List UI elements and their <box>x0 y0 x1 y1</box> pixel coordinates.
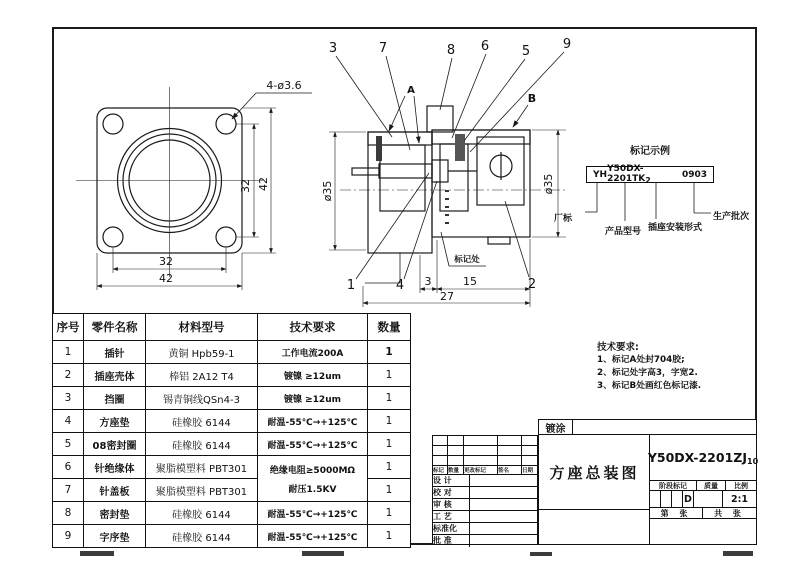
mass-value <box>694 491 723 507</box>
stage-cell <box>650 491 661 507</box>
role-row <box>433 523 537 535</box>
mass-label: 质量 <box>697 481 726 490</box>
grid-cell <box>448 436 464 446</box>
dim-dia35-right: ø35 <box>542 173 555 195</box>
grid-cell <box>522 436 537 446</box>
mark-location-label: 标记处 <box>454 255 480 265</box>
coating-value <box>573 420 756 434</box>
role-review: 审 核 <box>433 499 470 511</box>
table-row <box>53 456 411 479</box>
label-product-model: 产品型号 <box>605 227 642 237</box>
cell-tech: 耐温-55℃→+125℃ <box>258 433 368 456</box>
callout-4: 4 <box>395 278 405 293</box>
cell-material: 黄铜 Hpb59-1 <box>146 341 258 364</box>
cell-qty: 1 <box>368 433 411 456</box>
cell-tech: 镀镍 ≥12um <box>258 387 368 410</box>
cell-tech: 耐温-55℃→+125℃ <box>258 525 368 548</box>
role-standardize: 标准化 <box>433 523 470 535</box>
dim-15: 15 <box>463 275 477 288</box>
section-view <box>321 37 571 307</box>
cell-qty: 1 <box>368 364 411 387</box>
cell-tech-line: 耐压1.5KV <box>288 484 337 495</box>
table-row <box>53 387 411 410</box>
cell-seq: 6 <box>53 456 84 479</box>
role-value <box>470 487 537 499</box>
cell-tech: 耐温-55℃→+125℃ <box>258 502 368 525</box>
seal-section <box>455 134 465 161</box>
flange-hole <box>103 114 123 134</box>
grid-cell <box>433 456 448 466</box>
cell-material: 硅橡胶 6144 <box>146 433 258 456</box>
label-mount-form: 插座安装形式 <box>648 223 703 233</box>
bottom-notch <box>488 237 510 244</box>
drawing-title: 方座总装图 <box>549 464 640 482</box>
dim-3: 3 <box>424 275 432 288</box>
cell-tech-line: 绝缘电阻≥5000MΩ <box>269 465 356 476</box>
stage-mark-value: D <box>683 491 694 507</box>
stage-cell <box>672 491 683 507</box>
callout-3: 3 <box>328 41 338 56</box>
grid-cell <box>433 446 448 456</box>
cell-qty: 1 <box>368 456 411 479</box>
mark-code-prefix: YH <box>593 169 608 180</box>
body-marking-ticks <box>445 190 449 224</box>
role-value <box>470 535 537 547</box>
rev-header-qty: 数量 <box>448 466 464 475</box>
dim-32-vertical: 32 <box>239 179 252 193</box>
cell-material: 聚脂模塑料 PBT301 <box>146 456 258 479</box>
table-row <box>53 410 411 433</box>
cell-seq: 7 <box>53 479 84 502</box>
label-production-batch: 生产批次 <box>713 212 750 222</box>
role-row <box>433 487 537 499</box>
grid-cell <box>448 446 464 456</box>
cell-material: 棒铝 2A12 T4 <box>146 364 258 387</box>
grid-cell <box>433 436 448 446</box>
cell-qty: 1 <box>368 479 411 502</box>
cell-name: 插针 <box>84 341 146 364</box>
rev-header-sign: 签名 <box>498 466 522 475</box>
cell-seq: 3 <box>53 387 84 410</box>
scale-value: 2:1 <box>730 493 749 505</box>
cell-qty: 1 <box>368 502 411 525</box>
tech-requirements <box>597 341 701 393</box>
role-value <box>470 475 537 487</box>
grid-cell <box>448 456 464 466</box>
grid-cell <box>522 446 537 456</box>
role-row <box>433 499 537 511</box>
col-header-seq: 序号 <box>53 314 84 341</box>
revision-header-row <box>433 466 537 475</box>
grid-cell <box>498 446 522 456</box>
mark-code-model <box>607 164 682 185</box>
datum-b-label: B <box>527 92 537 105</box>
footer-mark <box>723 551 753 556</box>
col-header-tech: 技术要求 <box>258 314 368 341</box>
sheet-total: 共 张 <box>714 508 745 518</box>
role-row <box>433 511 537 523</box>
dim-32-horizontal: 32 <box>159 255 173 268</box>
retainer-ring-section <box>376 136 382 161</box>
revision-grid-row <box>433 456 537 466</box>
table-row <box>53 364 411 387</box>
dim-42-vertical: 42 <box>257 177 270 191</box>
callout-8: 8 <box>446 43 456 58</box>
cell-tech: 耐温-55℃→+125℃ <box>258 410 368 433</box>
rev-header-change: 更改标记 <box>464 466 498 475</box>
tech-req-title: 技术要求: <box>597 342 639 353</box>
role-value <box>470 523 537 535</box>
flange-hole <box>216 114 236 134</box>
title-block-empty-cell <box>649 518 757 545</box>
cell-seq: 4 <box>53 410 84 433</box>
role-row <box>433 535 537 547</box>
title-block-empty-cell <box>538 509 651 545</box>
marking-example-leaders <box>585 183 711 221</box>
grid-cell <box>464 456 498 466</box>
role-approve: 批 准 <box>433 535 470 547</box>
part-number-text: Y50DX-2201ZJ <box>647 450 747 465</box>
grid-cell <box>464 446 498 456</box>
role-process: 工 艺 <box>433 511 470 523</box>
coating-label: 镀涂 <box>539 420 573 434</box>
cell-material: 硅橡胶 6144 <box>146 525 258 548</box>
cell-seq: 5 <box>53 433 84 456</box>
footer-mark <box>530 552 552 556</box>
cell-seq: 1 <box>53 341 84 364</box>
cell-material: 锡青铜线QSn4-3 <box>146 387 258 410</box>
dim-27: 27 <box>440 290 454 303</box>
tech-req-item: 2、标记处字高3，字宽2. <box>597 368 698 378</box>
flange-view <box>76 79 312 290</box>
table-row <box>53 525 411 548</box>
stage-cell <box>661 491 672 507</box>
cell-seq: 9 <box>53 525 84 548</box>
revision-grid-row <box>433 446 537 456</box>
cell-qty: 1 <box>368 387 411 410</box>
flange-hole <box>216 227 236 247</box>
drawing-title-cell <box>538 434 651 511</box>
stage-value-row <box>649 490 757 508</box>
cell-name: 方座垫 <box>84 410 146 433</box>
dim-dia35-left: ø35 <box>321 180 334 202</box>
parts-table-header-row <box>53 314 411 341</box>
cell-name: 挡圈 <box>84 387 146 410</box>
table-row <box>53 341 411 364</box>
mark-code-model-text: Y50DX-2201TK <box>607 164 646 184</box>
part-number-sub: 10 <box>747 457 759 466</box>
cell-name: 字序垫 <box>84 525 146 548</box>
marking-example-box <box>586 166 714 183</box>
table-row <box>53 433 411 456</box>
rev-header-date: 日期 <box>522 466 537 475</box>
datum-a-label: A <box>407 85 415 96</box>
cell-seq: 2 <box>53 364 84 387</box>
callout-5: 5 <box>521 44 531 59</box>
cell-material: 硅橡胶 6144 <box>146 502 258 525</box>
part-number <box>648 450 758 466</box>
cell-tech: 工作电流200A <box>258 341 368 364</box>
callout-9: 9 <box>562 37 572 52</box>
parts-table <box>52 313 411 548</box>
dim-42-horizontal: 42 <box>159 272 173 285</box>
revision-block <box>432 435 538 545</box>
rev-header-mark: 标记 <box>433 466 448 475</box>
stage-mark-label: 阶段标记 <box>650 481 697 490</box>
callout-1: 1 <box>346 278 356 293</box>
grid-cell <box>498 436 522 446</box>
grid-cell <box>522 456 537 466</box>
cell-qty: 1 <box>368 410 411 433</box>
cell-name: 08密封圈 <box>84 433 146 456</box>
role-value <box>470 499 537 511</box>
callout-7: 7 <box>378 41 388 56</box>
col-header-qty: 数量 <box>368 314 411 341</box>
role-check: 校 对 <box>433 487 470 499</box>
part-number-cell <box>649 434 757 482</box>
footer-mark <box>302 551 344 556</box>
cell-qty: 1 <box>368 341 411 364</box>
cell-qty: 1 <box>368 525 411 548</box>
sheet-number: 第 张 <box>650 508 703 518</box>
tech-req-item: 1、标记A处封704胶; <box>597 355 685 365</box>
cell-material: 聚脂模塑料 PBT301 <box>146 479 258 502</box>
cell-tech-merged <box>258 456 368 502</box>
cell-name: 针盖板 <box>84 479 146 502</box>
marking-example-title: 标记示例 <box>630 146 670 157</box>
callout-6: 6 <box>480 39 490 54</box>
cell-name: 插座壳体 <box>84 364 146 387</box>
revision-grid-row <box>433 436 537 446</box>
role-design: 设 计 <box>433 475 470 487</box>
footer-mark <box>80 551 114 556</box>
col-header-name: 零件名称 <box>84 314 146 341</box>
callout-2: 2 <box>527 277 537 292</box>
mark-code-batch: 0903 <box>681 169 707 180</box>
col-header-material: 材料型号 <box>146 314 258 341</box>
cell-tech: 镀镍 ≥12um <box>258 364 368 387</box>
cell-seq: 8 <box>53 502 84 525</box>
coating-strip <box>538 419 757 435</box>
cell-name: 密封垫 <box>84 502 146 525</box>
pin <box>352 160 477 182</box>
mark-code-model-sub: 2 <box>645 176 651 185</box>
table-row <box>53 502 411 525</box>
flange-hole <box>103 227 123 247</box>
scale-label: 比例 <box>734 481 748 490</box>
role-row <box>433 475 537 487</box>
cell-material: 硅橡胶 6144 <box>146 410 258 433</box>
grid-cell <box>464 436 498 446</box>
tech-req-item: 3、标记B处画红色标记漆. <box>597 381 702 391</box>
flange-hole-callout: 4-ø3.6 <box>266 79 302 92</box>
role-value <box>470 511 537 523</box>
grid-cell <box>498 456 522 466</box>
cell-name: 针绝缘体 <box>84 456 146 479</box>
label-factory-mark: 厂标 <box>554 214 573 224</box>
